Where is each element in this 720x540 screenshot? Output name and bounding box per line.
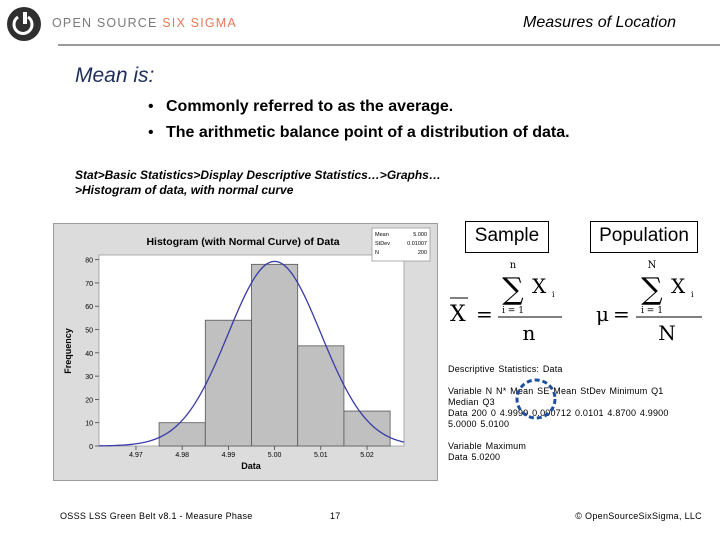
sample-label-box: Sample [465, 221, 549, 253]
summand-subscript: i [691, 290, 694, 299]
y-tick-label: 70 [85, 280, 93, 288]
x-tick-label: 4.99 [221, 452, 236, 459]
x-tick-label: 5.00 [267, 452, 282, 459]
stats-line: Median Q3 [448, 397, 495, 407]
legend-value: 0.01007 [407, 241, 427, 247]
logo-text-highlight: SIX SIGMA [162, 16, 237, 30]
logo-text-main: OPEN SOURCE [52, 16, 163, 30]
y-tick-label: 40 [85, 350, 93, 358]
y-axis-label: Frequency [63, 328, 73, 374]
footer-copyright: © OpenSourceSixSigma, LLC [575, 511, 702, 521]
sample-mean-formula [450, 260, 562, 345]
y-axis [85, 258, 99, 451]
y-tick-label: 20 [85, 397, 93, 405]
summand-variable: X [671, 274, 686, 298]
histogram-bar [252, 264, 298, 446]
stats-line: Variable Maximum [448, 441, 527, 451]
slide-title: Measures of Location [523, 14, 676, 31]
population-mean-formula [596, 260, 702, 345]
x-axis-label: Data [241, 461, 261, 471]
y-tick-label: 10 [85, 420, 93, 428]
sum-lower-limit: i = 1 [502, 306, 524, 316]
sigma-icon: ∑ [641, 272, 663, 307]
bullet-text: Commonly referred to as the average. [166, 98, 454, 115]
stats-line: Variable N N* Mean SE Mean StDev Minimum Q1 [448, 386, 664, 396]
bullet-icon: • [148, 98, 154, 115]
bullet-item [148, 98, 453, 116]
legend-label: StDev [375, 241, 390, 247]
population-denominator: N [658, 321, 676, 345]
x-tick-label: 5.01 [314, 452, 328, 459]
stats-line: Data 200 0 4.9999 0.000712 0.0101 4.8700 4.9900 [448, 408, 669, 418]
xbar-symbol: X [450, 302, 466, 327]
stats-title: Descriptive Statistics: Data [448, 364, 563, 374]
stats-line: 5.0000 5.0100 [448, 419, 510, 429]
y-tick-label: 30 [85, 374, 93, 382]
population-label-box: Population [590, 221, 698, 253]
chart-title: Histogram (with Normal Curve) of Data [146, 236, 340, 248]
summand-subscript: i [552, 290, 555, 299]
sigma-icon: ∑ [502, 272, 524, 307]
summand-variable: X [532, 274, 547, 298]
x-tick-label: 4.98 [175, 452, 189, 459]
histogram-chart [53, 223, 438, 481]
bullet-text: The arithmetic balance point of a distribution of data. [166, 124, 570, 141]
menu-path: Stat>Basic Statistics>Display Descriptive Statistics…>Graphs… [75, 168, 441, 182]
x-tick-label: 5.02 [360, 452, 374, 459]
section-heading: Mean is: [75, 64, 155, 87]
x-axis [129, 446, 374, 459]
y-tick-label: 80 [85, 257, 93, 265]
highlight-circle [513, 375, 559, 423]
logo-text [52, 16, 237, 30]
legend-label: Mean [375, 232, 389, 238]
chart-legend [372, 228, 430, 261]
histogram-bar [298, 346, 344, 446]
y-tick-label: 50 [85, 327, 93, 335]
legend-value: 5.000 [413, 232, 427, 238]
sum-lower-limit: i = 1 [641, 306, 663, 316]
x-tick-label: 4.97 [129, 452, 143, 459]
sample-denominator: n [522, 321, 536, 345]
y-tick-label: 0 [89, 444, 93, 451]
histogram-bar [344, 411, 390, 446]
mean-formulas [440, 255, 720, 345]
histogram-bar [205, 320, 251, 446]
header-divider [58, 44, 720, 46]
y-tick-label: 60 [85, 304, 93, 312]
stats-line: Data 5.0200 [448, 452, 501, 462]
logo-icon [6, 6, 42, 42]
sum-upper-limit: n [509, 260, 517, 271]
bullet-item [148, 124, 570, 142]
sum-upper-limit: N [647, 260, 657, 271]
page-number: 17 [330, 511, 341, 521]
bullet-icon: • [148, 124, 154, 141]
footer-course: OSSS LSS Green Belt v8.1 - Measure Phase [60, 511, 253, 521]
mu-symbol: μ [596, 302, 609, 326]
equals-sign: = [613, 302, 630, 326]
legend-label: N [375, 250, 379, 256]
equals-sign: = [476, 302, 493, 326]
legend-value: 200 [417, 250, 427, 256]
menu-path-continued: >Histogram of data, with normal curve [75, 183, 294, 197]
